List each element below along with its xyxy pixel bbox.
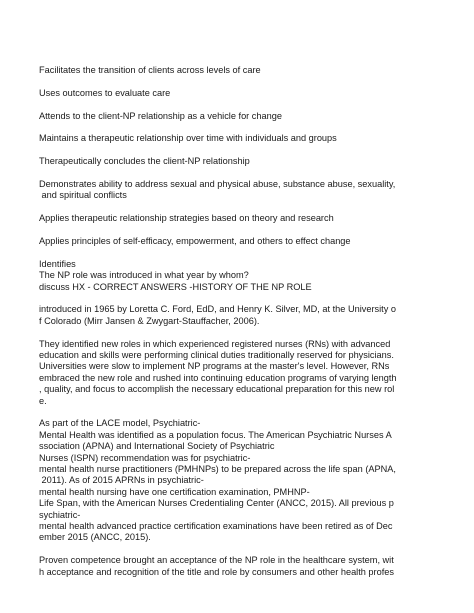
answer-line: introduced in 1965 by Loretta C. Ford, EdD, and Henry K. Silver, MD, at the University o bbox=[39, 304, 396, 315]
bullet-line: Uses outcomes to evaluate care bbox=[39, 87, 171, 98]
paragraph-line: Mental Health was identified as a population focus. The American Psychiatric Nurses A bbox=[39, 429, 392, 440]
paragraph-line: ssociation (APNA) and International Society of Psychiatric bbox=[39, 441, 275, 452]
bullet-line-continued: and spiritual conflicts bbox=[39, 190, 127, 201]
paragraph-line: As part of the LACE model, Psychiatric- bbox=[39, 418, 201, 429]
question-line: discuss HX - CORRECT ANSWERS -HISTORY OF THE NP ROLE bbox=[39, 281, 312, 292]
question-line: Identifies bbox=[39, 258, 76, 269]
bullet-line: Applies therapeutic relationship strategies based on theory and research bbox=[39, 213, 334, 224]
paragraph-line: Proven competence brought an acceptance of the NP role in the healthcare system, wit bbox=[39, 555, 394, 566]
paragraph-line: They identified new roles in which experienced registered nurses (RNs) with advanced bbox=[39, 338, 391, 349]
paragraph-line: mental health nurse practitioners (PMHNPs) to be prepared across the life span (APNA, bbox=[39, 464, 396, 475]
paragraph-line: education and skills were performing clinical duties traditionally reserved for physicians. bbox=[39, 350, 394, 360]
document-body bbox=[39, 65, 437, 578]
paragraph-line: mental health advanced practice certification examinations have been retired as of Dec bbox=[39, 521, 393, 532]
bullet-line: Facilitates the transition of clients across levels of care bbox=[39, 65, 261, 75]
paragraph-line: mental health nursing have one certification examination, PMHNP- bbox=[39, 486, 310, 497]
paragraph-line: sychiatric- bbox=[39, 509, 81, 520]
bullet-line: Therapeutically concludes the client-NP relationship bbox=[39, 156, 250, 167]
paragraph-line: Universities were slow to implement NP programs at the master's level. However, RNs bbox=[39, 361, 390, 372]
answer-line: f Colorado (Mirr Jansen & Zwygart-Stauffacher, 2006). bbox=[39, 315, 260, 326]
question-line: The NP role was introduced in what year by whom? bbox=[39, 270, 249, 281]
paragraph-line: Nurses (ISPN) recommendation was for psychiatric- bbox=[39, 452, 251, 463]
bullet-line: Demonstrates ability to address sexual and physical abuse, substance abuse, sexuality, bbox=[39, 178, 396, 189]
paragraph-line: e. bbox=[39, 395, 47, 406]
bullet-line: Maintains a therapeutic relationship over time with individuals and groups bbox=[39, 133, 337, 144]
paragraph-line: ember 2015 (ANCC, 2015). bbox=[39, 532, 151, 543]
paragraph-line: Life Span, with the American Nurses Credentialing Center (ANCC, 2015). All previous p bbox=[39, 498, 394, 509]
paragraph-line: 2011). As of 2015 APRNs in psychiatric- bbox=[39, 475, 204, 486]
bullet-line: Applies principles of self-efficacy, empowerment, and others to effect change bbox=[39, 235, 351, 246]
paragraph-line: , quality, and focus to accomplish the necessary educational preparation for this new rol bbox=[39, 384, 395, 395]
bullet-line: Attends to the client-NP relationship as a vehicle for change bbox=[39, 110, 282, 121]
paragraph-line: embraced the new role and rushed into continuing education programs of varying length bbox=[39, 372, 397, 383]
paragraph-line: h acceptance and recognition of the title and role by consumers and other health profes bbox=[39, 566, 394, 577]
